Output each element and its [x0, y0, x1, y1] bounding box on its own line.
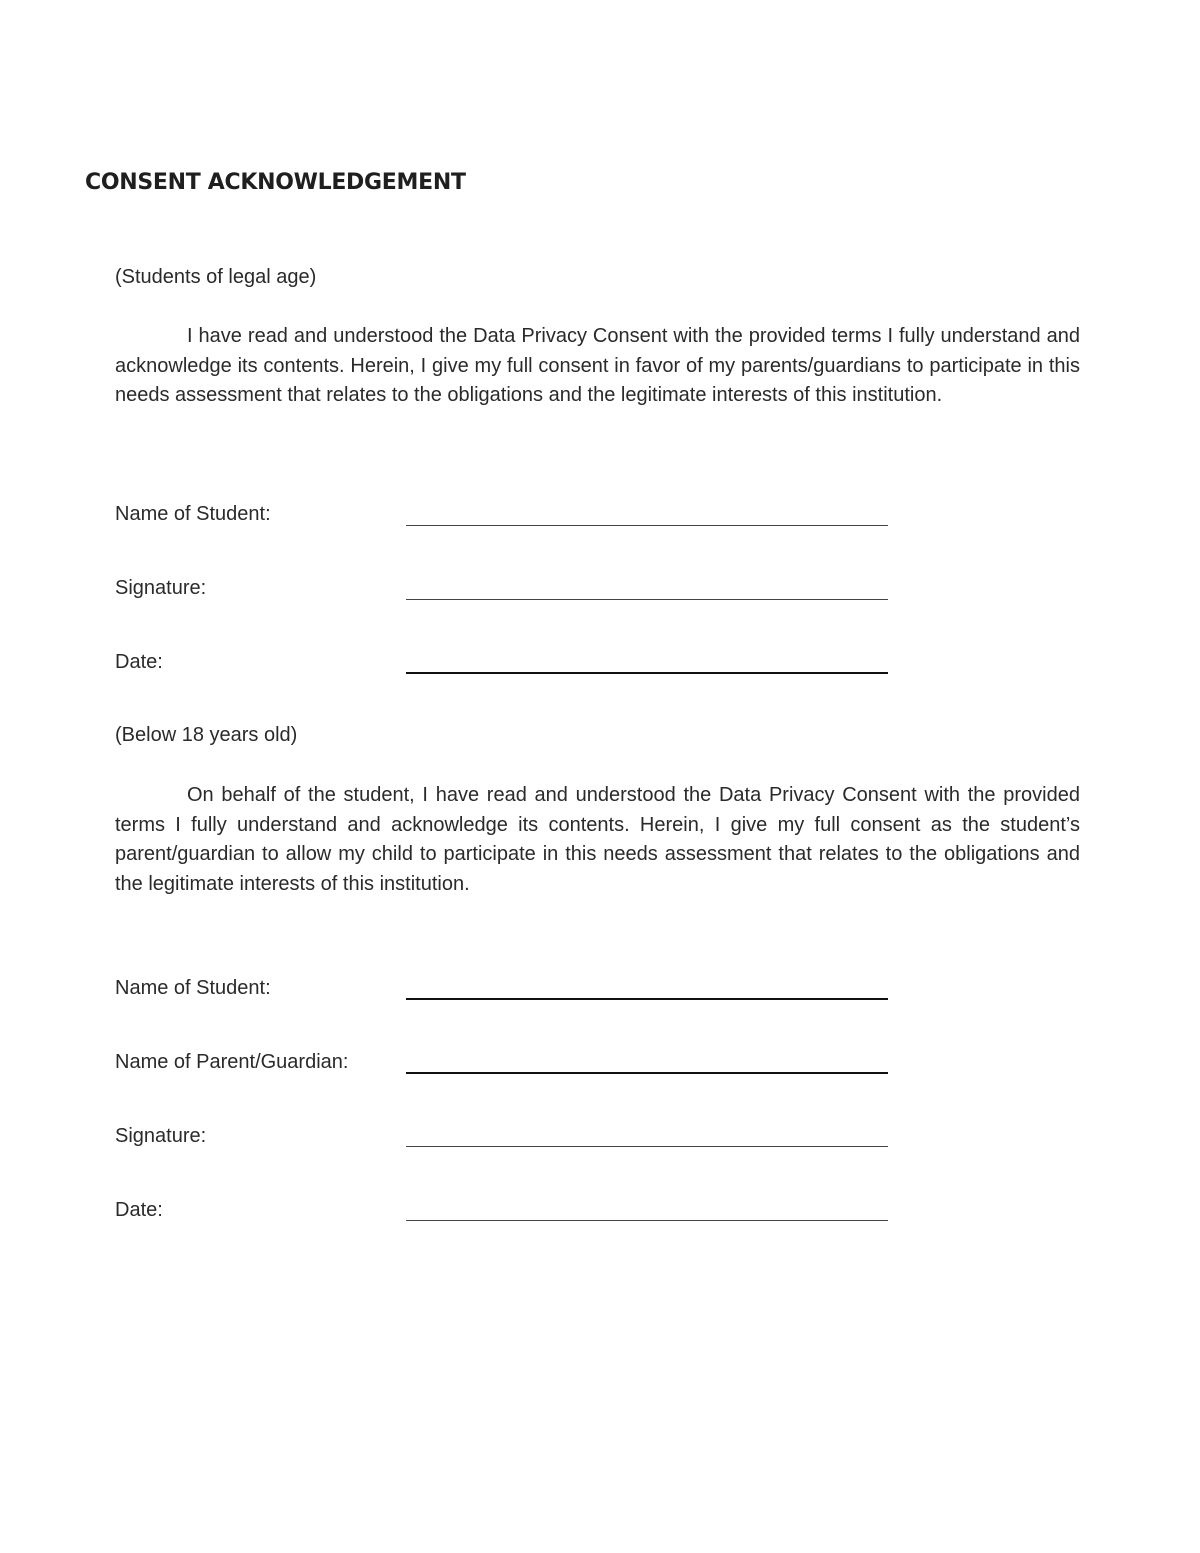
adult-signature-label: Signature:: [115, 577, 207, 599]
minor-signature-line[interactable]: [406, 1146, 888, 1147]
minor-signature-label: Signature:: [115, 1125, 207, 1147]
adult-section-note: (Students of legal age): [115, 266, 317, 288]
adult-date-line[interactable]: [406, 672, 888, 674]
adult-consent-paragraph: I have read and understood the Data Privacy Consent with the provided terms I fully understand and acknowledge its contents. Herein, I give my full consent in favor of my parents/guardians to participate in this needs assessment that relates to the obligations and the legitimate interests of this institution.: [115, 325, 1080, 406]
minor-student-name-label: Name of Student:: [115, 977, 271, 999]
adult-student-name-label: Name of Student:: [115, 503, 271, 525]
adult-signature-line[interactable]: [406, 599, 888, 600]
minor-date-label: Date:: [115, 1199, 163, 1221]
adult-date-label: Date:: [115, 651, 163, 673]
minor-parent-name-label: Name of Parent/Guardian:: [115, 1051, 349, 1073]
adult-student-name-line[interactable]: [406, 525, 888, 526]
minor-consent-paragraph: On behalf of the student, I have read and understood the Data Privacy Consent with the provided terms I fully understand and acknowledge its contents. Herein, I give my full consent as the student’s parent/guardian to allow my child to participate in this needs assessment that relates to the obligations and the legitimate interests of this institution.: [115, 784, 1080, 895]
minor-parent-name-line[interactable]: [406, 1072, 888, 1074]
minor-section-note: (Below 18 years old): [115, 724, 298, 746]
document-title: CONSENT ACKNOWLEDGEMENT: [85, 170, 466, 195]
minor-date-line[interactable]: [406, 1220, 888, 1221]
minor-student-name-line[interactable]: [406, 998, 888, 1000]
